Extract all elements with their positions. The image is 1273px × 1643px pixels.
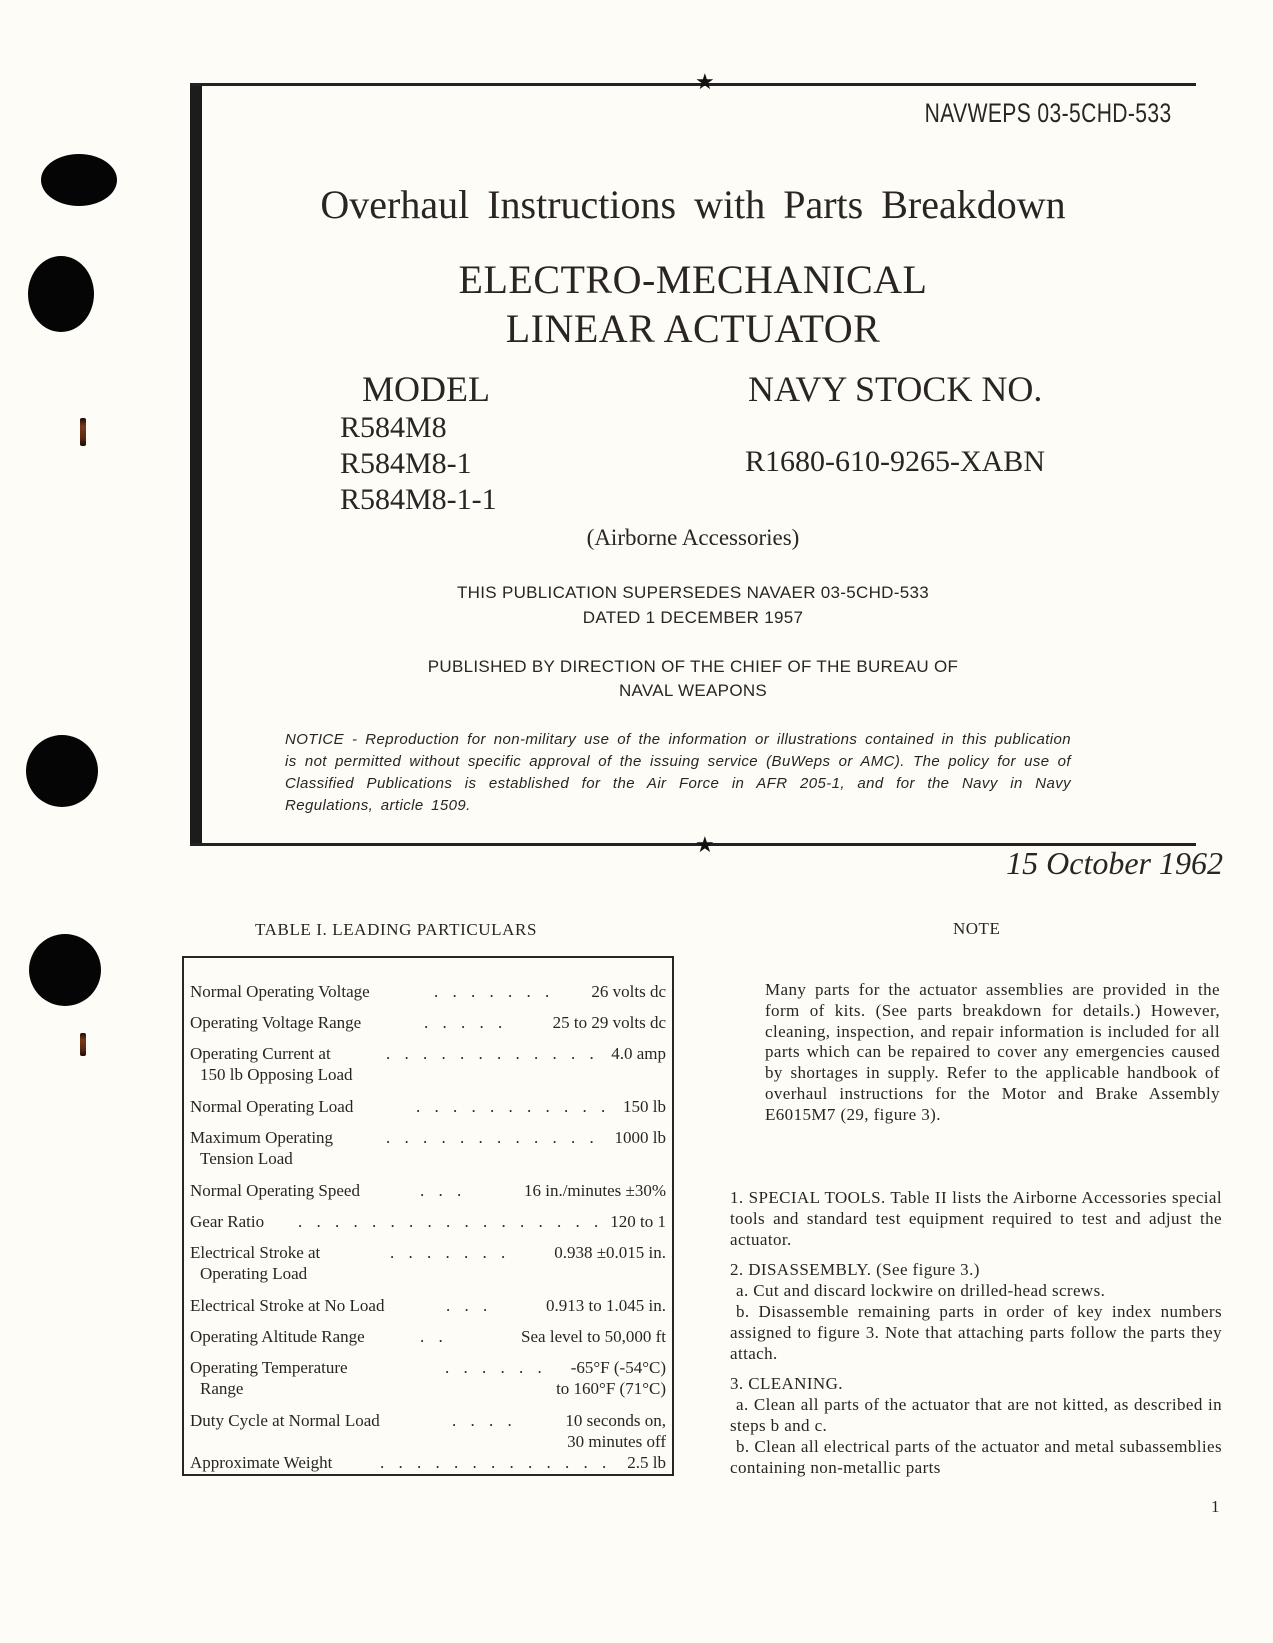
row-label: Operating Voltage Range: [190, 1013, 362, 1032]
row-label-cont: Operating Load: [200, 1264, 308, 1283]
row-value: 4.0 amp: [611, 1044, 666, 1063]
cover-box: [190, 70, 1196, 858]
row-label: Electrical Stroke at No Load: [190, 1296, 385, 1315]
model-item: R584M8-1-1: [340, 483, 497, 516]
cover-heading: Overhaul Instructions with Parts Breakdown: [320, 182, 1066, 227]
row-value: 16 in./minutes ±30%: [523, 1181, 666, 1200]
supersedes-line1: THIS PUBLICATION SUPERSEDES NAVAER 03-5CHD-533: [457, 583, 929, 602]
row-value: 25 to 29 volts dc: [552, 1013, 666, 1032]
row-value: 10 seconds on,: [565, 1411, 666, 1430]
leader-dots: . . . . . . .: [434, 982, 555, 1001]
star-icon: ★: [695, 833, 715, 858]
cleaning-step-a: a. Clean all parts of the actuator that are not kitted, as described in steps b and c.: [730, 1395, 1222, 1435]
row-label: Duty Cycle at Normal Load: [190, 1411, 380, 1430]
leader-dots: . . . .: [452, 1411, 517, 1430]
punch-hole: [26, 735, 98, 807]
manufacturer: (Airborne Accessories): [586, 525, 800, 550]
leader-dots: . . . . . .: [445, 1358, 547, 1377]
row-value-cont: 30 minutes off: [567, 1432, 666, 1451]
leader-dots: . . . . . . .: [390, 1243, 511, 1262]
row-label-cont: Range: [200, 1379, 244, 1398]
row-label-cont: 150 lb Opposing Load: [200, 1065, 353, 1084]
row-value: 0.913 to 1.045 in.: [546, 1296, 666, 1315]
row-label: Operating Altitude Range: [190, 1327, 365, 1346]
leader-dots: . . . . .: [424, 1013, 508, 1032]
reproduction-notice: NOTICE - Reproduction for non-military use of the information or illustrations contained in this publication is not permitted without specific approval of the issuing service (BuWeps or AMC). The policy for use of Classified Publications is established for the Air Force in AFR 205-1, and for the Navy in Navy Regulations, article 1509.: [285, 731, 1071, 814]
leading-particulars-table: [182, 956, 674, 1476]
leader-dots: . . . . . . . . . . . .: [386, 1044, 599, 1063]
row-value: 120 to 1: [610, 1212, 666, 1231]
star-icon: ★: [695, 70, 715, 95]
model-item: R584M8: [340, 411, 447, 444]
row-label: Gear Ratio: [190, 1212, 265, 1231]
publication-date: 15 October 1962: [1006, 845, 1223, 881]
cover-top-rule: [190, 83, 1196, 86]
row-label: Electrical Stroke at: [190, 1243, 321, 1262]
row-value: 26 volts dc: [591, 982, 666, 1001]
punch-hole: [41, 154, 117, 206]
leader-dots: . . . . . . . . . . . . . . . . .: [298, 1212, 604, 1231]
published-line2: NAVAL WEAPONS: [618, 681, 768, 700]
supersedes-line2: DATED 1 DECEMBER 1957: [582, 608, 804, 627]
table-title: TABLE I. LEADING PARTICULARS: [255, 920, 538, 939]
leader-dots: . . . . . . . . . . . .: [386, 1128, 599, 1147]
cover-title-line2: LINEAR ACTUATOR: [505, 306, 881, 351]
row-label: Normal Operating Voltage: [190, 982, 370, 1001]
leader-dots: . . . . . . . . . . .: [416, 1097, 611, 1116]
row-value: -65°F (-54°C): [570, 1358, 666, 1377]
model-list: [340, 410, 497, 518]
row-label: Normal Operating Speed: [190, 1181, 360, 1200]
stock-number: R1680-610-9265-XABN: [745, 445, 1045, 478]
cover-title-line1: ELECTRO-MECHANICAL: [458, 257, 928, 302]
section-special-tools: 1. SPECIAL TOOLS. Table II lists the Airborne Accessories special tools and standard test equipment required to test and adjust the actuator.: [730, 1188, 1222, 1249]
note-text: Many parts for the actuator assemblies are provided in the form of kits. (See parts breakdown for details.) However, cleaning, inspection, and repair information is included for all parts which can be repaired to cover any emergencies caused by shortages in supply. Refer to the applicable handbook of overhaul instructions for the Motor and Brake Assembly E6015M7 (29, figure 3).: [765, 980, 1220, 1124]
model-label: MODEL: [362, 369, 490, 409]
punch-hole: [28, 256, 94, 332]
punch-hole: [29, 934, 101, 1006]
leader-dots: . . .: [420, 1181, 467, 1200]
published-line1: PUBLISHED BY DIRECTION OF THE CHIEF OF THE BUREAU OF: [427, 657, 959, 676]
note-title: NOTE: [953, 919, 1001, 938]
row-value: Sea level to 50,000 ft: [521, 1327, 666, 1346]
row-value: 150 lb: [623, 1097, 666, 1116]
cleaning-step-b: b. Clean all electrical parts of the actuator and metal subassemblies containing non-metallic parts: [730, 1437, 1222, 1477]
rust-mark: [80, 418, 86, 446]
model-item: R584M8-1: [340, 447, 472, 480]
stock-label: NAVY STOCK NO.: [748, 369, 1043, 409]
disassembly-step-b: b. Disassemble remaining parts in order of key index numbers assigned to figure 3. Note that attaching parts follow the parts they attach.: [730, 1302, 1222, 1363]
leader-dots: . . .: [446, 1296, 493, 1315]
row-value: 1000 lb: [614, 1128, 666, 1147]
row-label: Normal Operating Load: [190, 1097, 354, 1116]
section-disassembly-heading: 2. DISASSEMBLY. (See figure 3.): [730, 1260, 980, 1279]
row-label: Operating Current at: [190, 1044, 331, 1063]
leader-dots: . .: [420, 1327, 448, 1346]
section-cleaning-heading: 3. CLEANING.: [730, 1374, 843, 1393]
disassembly-step-a: a. Cut and discard lockwire on drilled-head screws.: [736, 1281, 1106, 1300]
row-value: 2.5 lb: [627, 1453, 666, 1472]
page-number: 1: [1211, 1497, 1220, 1516]
document-number: NAVWEPS 03-5CHD-533: [925, 98, 1172, 128]
row-label-cont: Tension Load: [200, 1149, 293, 1168]
row-value-cont: to 160°F (71°C): [556, 1379, 666, 1398]
rust-mark: [80, 1033, 86, 1056]
row-label: Operating Temperature: [190, 1358, 348, 1377]
row-value: 0.938 ±0.015 in.: [554, 1243, 666, 1262]
leader-dots: . . . . . . . . . . . . .: [380, 1453, 612, 1472]
row-label: Approximate Weight: [190, 1453, 333, 1472]
row-label: Maximum Operating: [190, 1128, 334, 1147]
